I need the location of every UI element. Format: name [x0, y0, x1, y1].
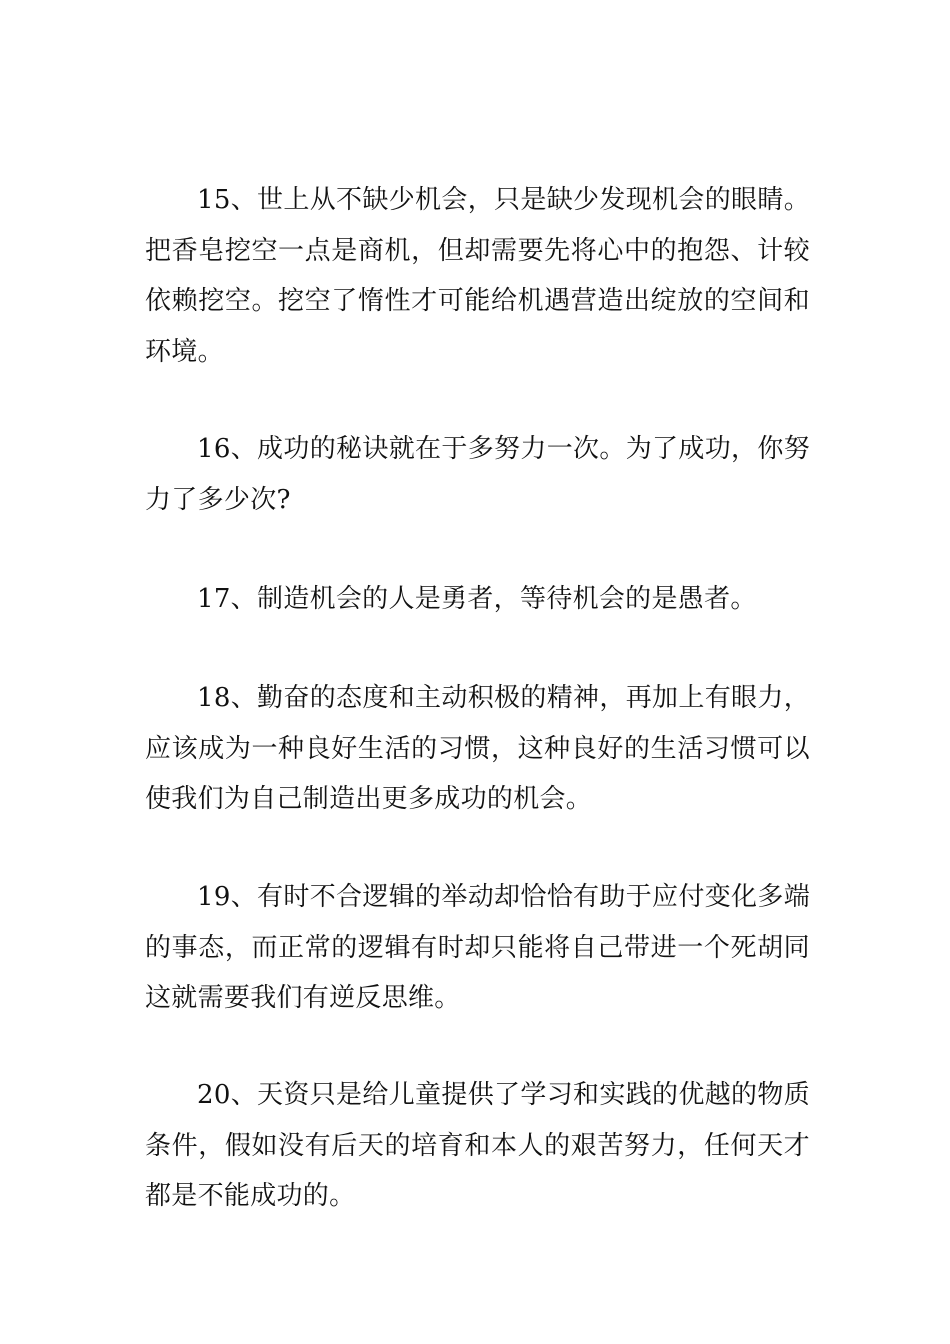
paragraph-15: 15、世上从不缺少机会，只是缺少发现机会的眼睛。把香皂挖空一点是商机，但却需要先将心中的抱怨、计较依赖挖空。挖空了惰性才可能给机遇营造出绽放的空间和环境。 — [145, 185, 810, 367]
paragraph-16: 16、成功的秘诀就在于多努力一次。为了成功，你努力了多少次? — [145, 434, 810, 515]
paragraph-19: 19、有时不合逻辑的举动却恰恰有助于应付变化多端的事态，而正常的逻辑有时却只能将自己带进一个死胡同这就需要我们有逆反思维。 — [145, 882, 810, 1013]
paragraph-20: 20、天资只是给儿童提供了学习和实践的优越的物质条件，假如没有后天的培育和本人的艰苦努力，任何天才都是不能成功的。 — [145, 1080, 810, 1211]
paragraph-18: 18、勤奋的态度和主动积极的精神，再加上有眼力，应该成为一种良好生活的习惯，这种良好的生活习惯可以使我们为自己制造出更多成功的机会。 — [145, 683, 810, 814]
paragraph-17: 17、制造机会的人是勇者，等待机会的是愚者。 — [197, 584, 757, 614]
